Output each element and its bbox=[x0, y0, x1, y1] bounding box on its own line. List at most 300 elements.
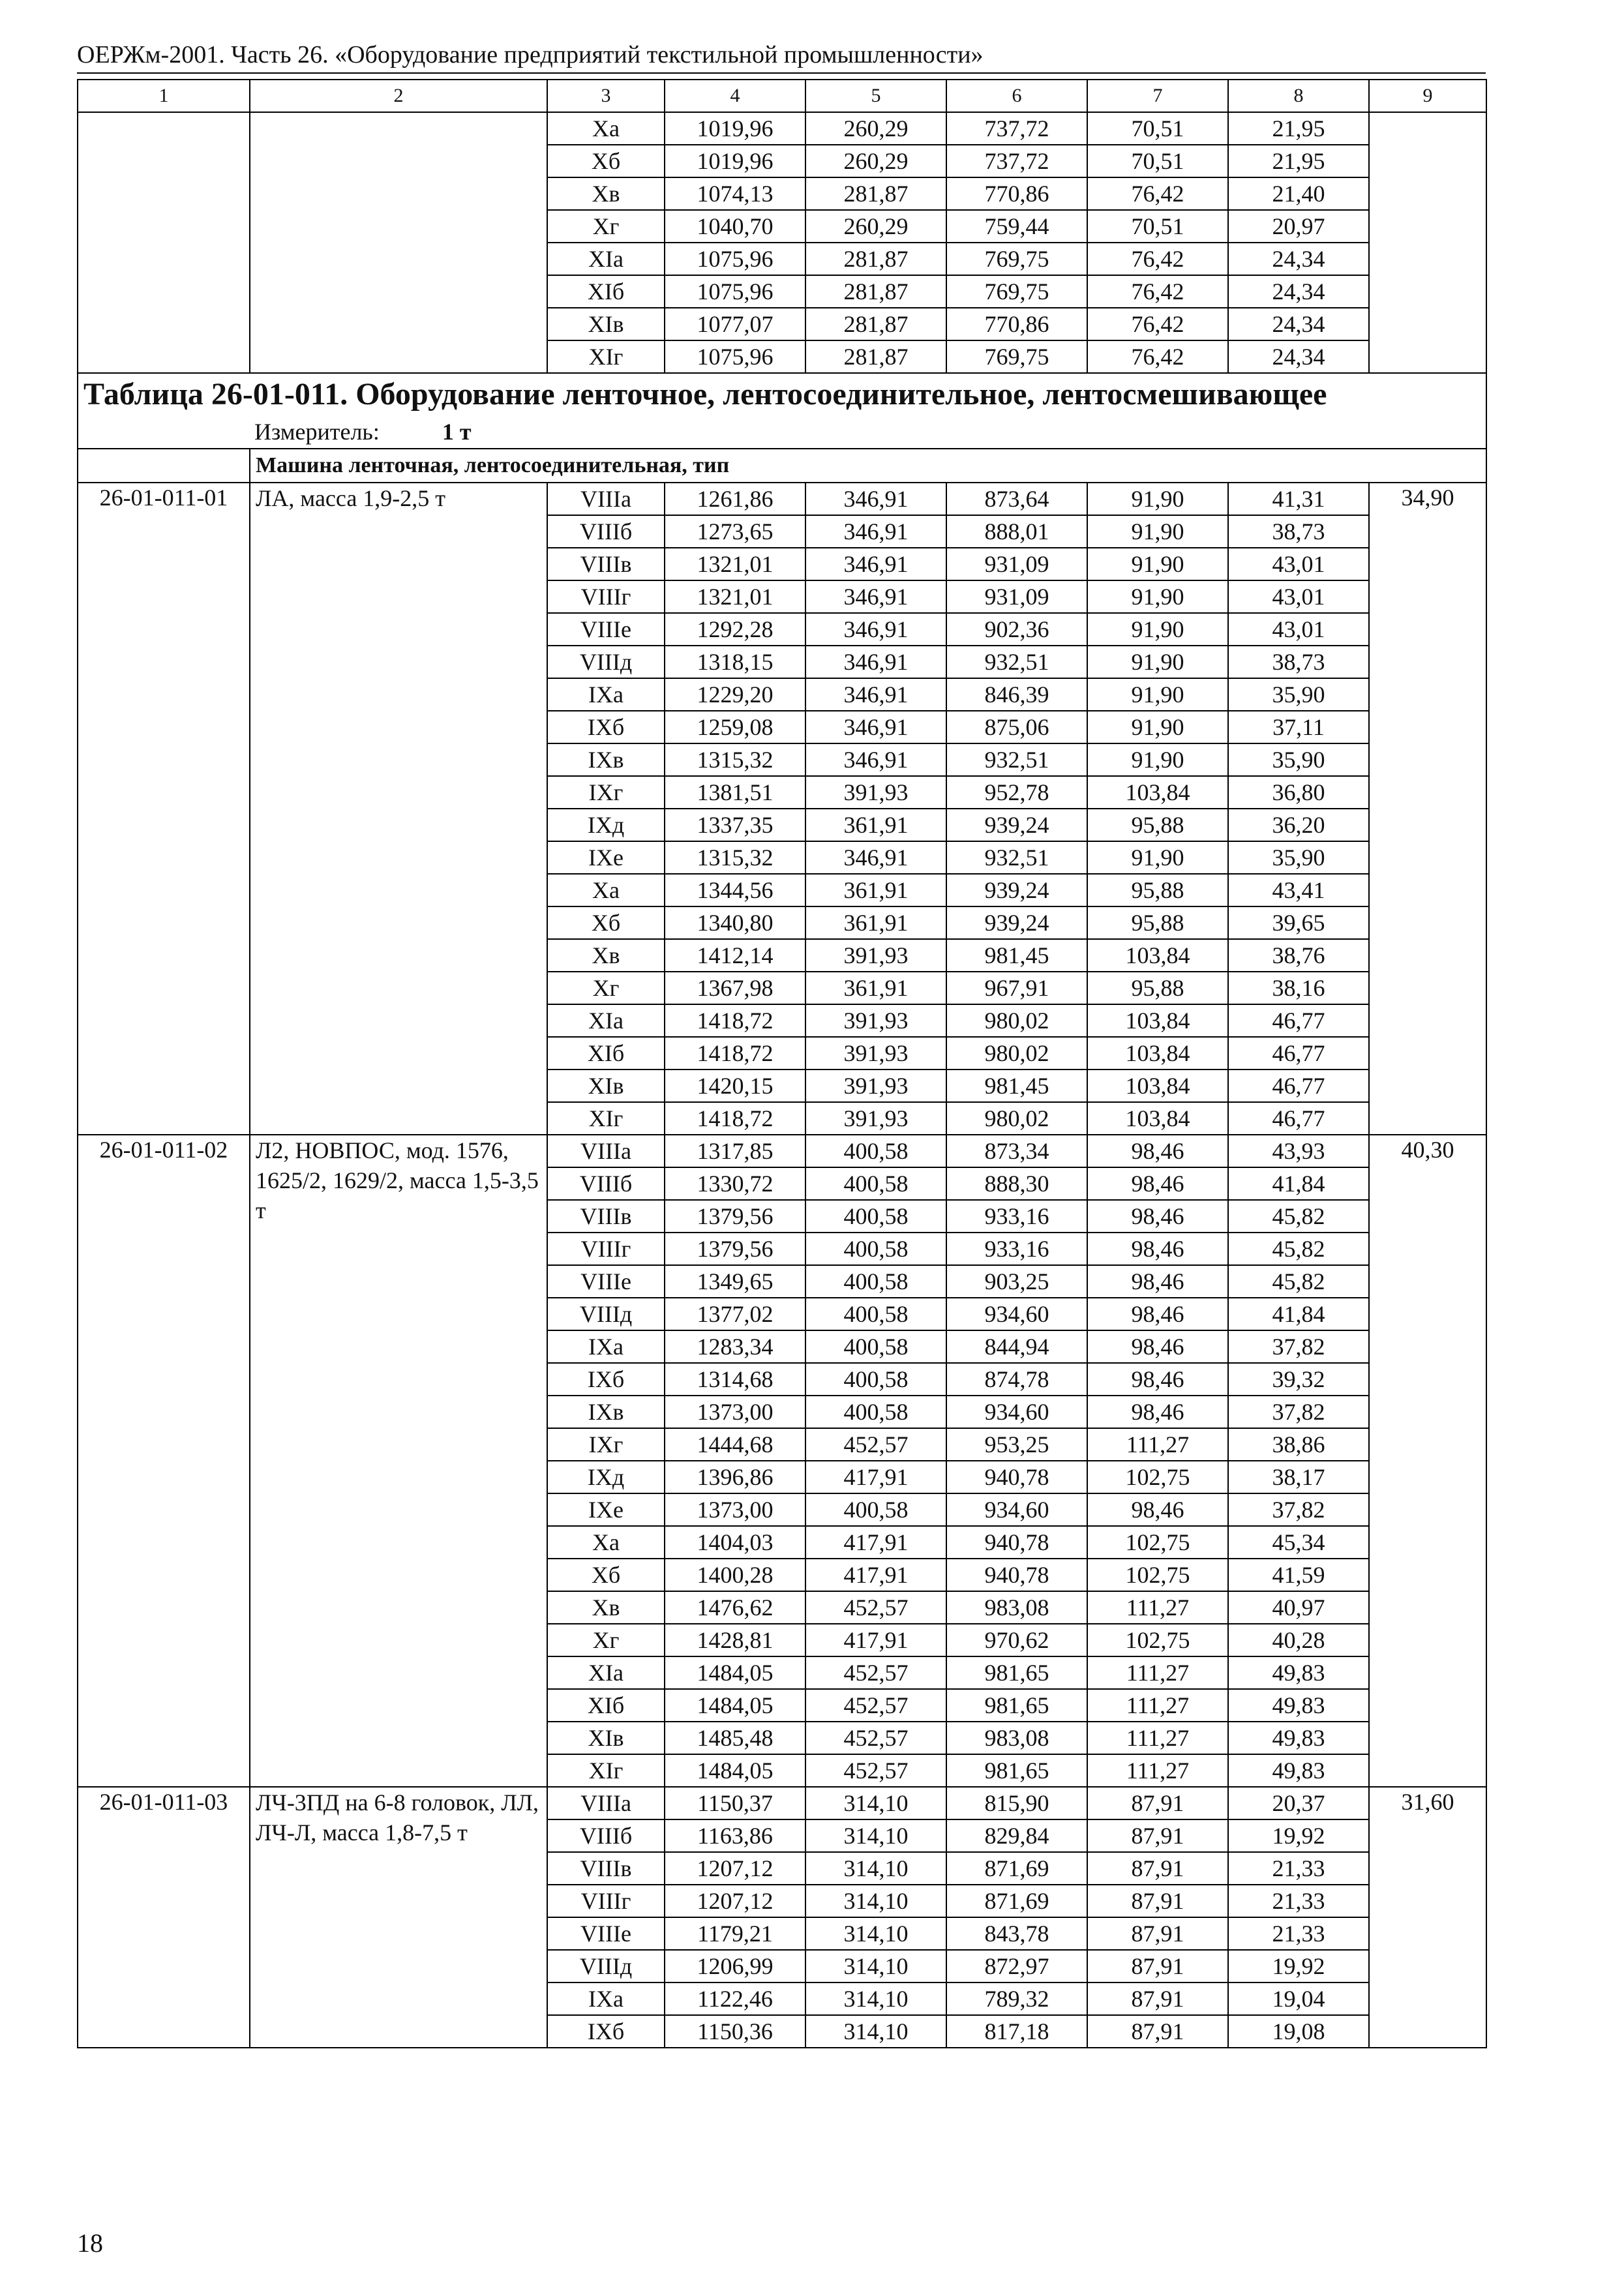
table-cell: VIIIг bbox=[547, 580, 665, 613]
table-cell: 981,45 bbox=[946, 939, 1087, 972]
table-cell: 1229,20 bbox=[665, 678, 805, 711]
table-cell: 1075,96 bbox=[665, 340, 805, 373]
table-cell: 391,93 bbox=[805, 939, 946, 972]
table-cell: 70,51 bbox=[1087, 145, 1228, 177]
table-cell: 46,77 bbox=[1228, 1004, 1369, 1037]
table-cell: 37,82 bbox=[1228, 1493, 1369, 1526]
table-cell: IХб bbox=[547, 1363, 665, 1396]
table-cell: ХIб bbox=[547, 1689, 665, 1722]
column-number: 6 bbox=[946, 80, 1087, 112]
table-cell: 91,90 bbox=[1087, 711, 1228, 743]
table-cell: 1163,86 bbox=[665, 1819, 805, 1852]
table-cell: 39,32 bbox=[1228, 1363, 1369, 1396]
unit-row bbox=[78, 415, 1486, 449]
table-cell: 1259,08 bbox=[665, 711, 805, 743]
table-cell: 939,24 bbox=[946, 874, 1087, 906]
table-cell: 417,91 bbox=[805, 1461, 946, 1493]
empty-name-cell bbox=[250, 112, 547, 373]
table-cell: 871,69 bbox=[946, 1885, 1087, 1917]
table-cell: 1040,70 bbox=[665, 210, 805, 243]
table-cell: 737,72 bbox=[946, 112, 1087, 145]
table-cell: 1315,32 bbox=[665, 841, 805, 874]
entry-code: 26-01-011-03 bbox=[78, 1787, 250, 2048]
table-cell: 1019,96 bbox=[665, 112, 805, 145]
table-cell: 981,65 bbox=[946, 1754, 1087, 1787]
table-cell: 70,51 bbox=[1087, 210, 1228, 243]
group-empty-cell bbox=[78, 449, 250, 483]
table-cell: 1418,72 bbox=[665, 1004, 805, 1037]
table-cell: 281,87 bbox=[805, 243, 946, 275]
table-cell: 98,46 bbox=[1087, 1396, 1228, 1428]
table-cell: 87,91 bbox=[1087, 1819, 1228, 1852]
table-cell: 1400,28 bbox=[665, 1559, 805, 1591]
table-cell: VIIIд bbox=[547, 646, 665, 678]
entry-name: ЛЧ-3ПД на 6-8 головок, ЛЛ, ЛЧ-Л, масса 1,8-7,5 т bbox=[250, 1787, 547, 2048]
table-cell: 1019,96 bbox=[665, 145, 805, 177]
table-cell: 400,58 bbox=[805, 1363, 946, 1396]
column-number: 9 bbox=[1369, 80, 1486, 112]
table-cell: 452,57 bbox=[805, 1689, 946, 1722]
table-cell: 770,86 bbox=[946, 177, 1087, 210]
table-cell: 49,83 bbox=[1228, 1656, 1369, 1689]
table-cell: 314,10 bbox=[805, 1787, 946, 1819]
table-cell: 417,91 bbox=[805, 1624, 946, 1656]
table-cell: 98,46 bbox=[1087, 1330, 1228, 1363]
table-cell: 76,42 bbox=[1087, 275, 1228, 308]
table-cell: 452,57 bbox=[805, 1722, 946, 1754]
table-cell: 39,65 bbox=[1228, 906, 1369, 939]
table-cell: 98,46 bbox=[1087, 1363, 1228, 1396]
table-cell: 40,97 bbox=[1228, 1591, 1369, 1624]
table-cell: 400,58 bbox=[805, 1298, 946, 1330]
table-cell: 87,91 bbox=[1087, 1917, 1228, 1950]
table-cell: 95,88 bbox=[1087, 972, 1228, 1004]
table-cell: 103,84 bbox=[1087, 1102, 1228, 1135]
table-cell: 1349,65 bbox=[665, 1265, 805, 1298]
table-cell: 45,82 bbox=[1228, 1200, 1369, 1233]
table-cell: 45,34 bbox=[1228, 1526, 1369, 1559]
table-cell: 1075,96 bbox=[665, 243, 805, 275]
table-cell: 952,78 bbox=[946, 776, 1087, 809]
table-cell: ХIг bbox=[547, 1102, 665, 1135]
table-cell: Хб bbox=[547, 145, 665, 177]
table-cell: 98,46 bbox=[1087, 1135, 1228, 1167]
table-cell: 939,24 bbox=[946, 906, 1087, 939]
table-cell: VIIIа bbox=[547, 1135, 665, 1167]
table-cell: 91,90 bbox=[1087, 580, 1228, 613]
table-cell: IХв bbox=[547, 743, 665, 776]
table-cell: 1207,12 bbox=[665, 1852, 805, 1885]
table-cell: 281,87 bbox=[805, 308, 946, 340]
table-cell: Ха bbox=[547, 874, 665, 906]
table-cell: 41,84 bbox=[1228, 1167, 1369, 1200]
table-cell: 37,11 bbox=[1228, 711, 1369, 743]
table-cell: 43,93 bbox=[1228, 1135, 1369, 1167]
table-cell: 1321,01 bbox=[665, 548, 805, 580]
table-cell: 361,91 bbox=[805, 874, 946, 906]
table-cell: 98,46 bbox=[1087, 1493, 1228, 1526]
entry-col9: 40,30 bbox=[1369, 1135, 1486, 1787]
unit-label: Измеритель: bbox=[254, 418, 380, 445]
table-cell: 111,27 bbox=[1087, 1591, 1228, 1624]
table-cell: 1150,37 bbox=[665, 1787, 805, 1819]
table-cell: 874,78 bbox=[946, 1363, 1087, 1396]
table-cell: 931,09 bbox=[946, 548, 1087, 580]
table-cell: 983,08 bbox=[946, 1591, 1087, 1624]
table-cell: VIIIе bbox=[547, 1917, 665, 1950]
table-cell: 111,27 bbox=[1087, 1689, 1228, 1722]
table-cell: 903,25 bbox=[946, 1265, 1087, 1298]
table-cell: 875,06 bbox=[946, 711, 1087, 743]
table-cell: 43,01 bbox=[1228, 548, 1369, 580]
table-cell: 38,17 bbox=[1228, 1461, 1369, 1493]
table-cell: 314,10 bbox=[805, 1852, 946, 1885]
table-cell: 46,77 bbox=[1228, 1037, 1369, 1070]
table-cell: 391,93 bbox=[805, 1004, 946, 1037]
table-cell: 38,86 bbox=[1228, 1428, 1369, 1461]
table-cell: 103,84 bbox=[1087, 1070, 1228, 1102]
table-cell: IХб bbox=[547, 2015, 665, 2048]
table-cell: VIIIб bbox=[547, 1167, 665, 1200]
table-cell: 87,91 bbox=[1087, 2015, 1228, 2048]
table-cell: 759,44 bbox=[946, 210, 1087, 243]
table-cell: 940,78 bbox=[946, 1526, 1087, 1559]
table-cell: 95,88 bbox=[1087, 906, 1228, 939]
table-cell: 314,10 bbox=[805, 2015, 946, 2048]
table-cell: 1122,46 bbox=[665, 1982, 805, 2015]
table-cell: 111,27 bbox=[1087, 1722, 1228, 1754]
table-cell: IХд bbox=[547, 809, 665, 841]
table-cell: ХIв bbox=[547, 1722, 665, 1754]
table-cell: 1344,56 bbox=[665, 874, 805, 906]
table-cell: 400,58 bbox=[805, 1167, 946, 1200]
table-cell: 1314,68 bbox=[665, 1363, 805, 1396]
table-cell: 1412,14 bbox=[665, 939, 805, 972]
table-cell: VIIIв bbox=[547, 548, 665, 580]
table-cell: 967,91 bbox=[946, 972, 1087, 1004]
table-cell: 1074,13 bbox=[665, 177, 805, 210]
table-cell: 346,91 bbox=[805, 841, 946, 874]
table-cell: 940,78 bbox=[946, 1461, 1087, 1493]
table-cell: 1428,81 bbox=[665, 1624, 805, 1656]
table-cell: 91,90 bbox=[1087, 548, 1228, 580]
entry-col9: 34,90 bbox=[1369, 483, 1486, 1135]
table-cell: 281,87 bbox=[805, 275, 946, 308]
table-cell: Ха bbox=[547, 1526, 665, 1559]
table-cell: 400,58 bbox=[805, 1135, 946, 1167]
table-cell: 391,93 bbox=[805, 1037, 946, 1070]
table-cell: 1373,00 bbox=[665, 1493, 805, 1526]
table-cell: 41,84 bbox=[1228, 1298, 1369, 1330]
table-cell: 102,75 bbox=[1087, 1526, 1228, 1559]
table-cell: 260,29 bbox=[805, 112, 946, 145]
table-cell: 970,62 bbox=[946, 1624, 1087, 1656]
table-cell: 939,24 bbox=[946, 809, 1087, 841]
entry-name: Л2, НОВПОС, мод. 1576, 1625/2, 1629/2, масса 1,5-3,5 т bbox=[250, 1135, 547, 1787]
table-cell: 76,42 bbox=[1087, 308, 1228, 340]
table-cell: Хв bbox=[547, 939, 665, 972]
table-cell: 934,60 bbox=[946, 1493, 1087, 1526]
table-cell: 20,97 bbox=[1228, 210, 1369, 243]
table-title-row bbox=[78, 373, 1486, 415]
table-cell: 1377,02 bbox=[665, 1298, 805, 1330]
entry-name: ЛА, масса 1,9-2,5 т bbox=[250, 483, 547, 1135]
table-cell: 102,75 bbox=[1087, 1461, 1228, 1493]
table-cell: IХе bbox=[547, 1493, 665, 1526]
table-cell: 934,60 bbox=[946, 1298, 1087, 1330]
table-cell: 769,75 bbox=[946, 243, 1087, 275]
table-cell: 43,01 bbox=[1228, 580, 1369, 613]
column-number-row bbox=[78, 80, 1486, 112]
table-cell: 103,84 bbox=[1087, 776, 1228, 809]
column-number: 7 bbox=[1087, 80, 1228, 112]
table-cell: 95,88 bbox=[1087, 809, 1228, 841]
table-cell: 400,58 bbox=[805, 1330, 946, 1363]
table-cell: 87,91 bbox=[1087, 1950, 1228, 1982]
table-cell: 346,91 bbox=[805, 711, 946, 743]
table-cell: VIIIд bbox=[547, 1298, 665, 1330]
table-cell: 843,78 bbox=[946, 1917, 1087, 1950]
table-cell: 314,10 bbox=[805, 1819, 946, 1852]
table-cell: Хб bbox=[547, 1559, 665, 1591]
table-cell: 35,90 bbox=[1228, 841, 1369, 874]
table-cell: 1292,28 bbox=[665, 613, 805, 646]
table-cell: 391,93 bbox=[805, 776, 946, 809]
table-cell: 981,65 bbox=[946, 1656, 1087, 1689]
column-number: 4 bbox=[665, 80, 805, 112]
table-cell: 346,91 bbox=[805, 483, 946, 515]
table-cell: 24,34 bbox=[1228, 275, 1369, 308]
table-cell: 95,88 bbox=[1087, 874, 1228, 906]
table-cell: 24,34 bbox=[1228, 243, 1369, 275]
table-cell: 933,16 bbox=[946, 1233, 1087, 1265]
table-cell: 1206,99 bbox=[665, 1950, 805, 1982]
column-number: 3 bbox=[547, 80, 665, 112]
table-cell: 98,46 bbox=[1087, 1298, 1228, 1330]
table-cell: 24,34 bbox=[1228, 308, 1369, 340]
table-cell: 932,51 bbox=[946, 743, 1087, 776]
table-cell: 281,87 bbox=[805, 177, 946, 210]
table-cell: 932,51 bbox=[946, 646, 1087, 678]
table-cell: 36,80 bbox=[1228, 776, 1369, 809]
table-cell: 21,33 bbox=[1228, 1917, 1369, 1950]
table-cell: 400,58 bbox=[805, 1200, 946, 1233]
table-cell: 45,82 bbox=[1228, 1233, 1369, 1265]
table-cell: 111,27 bbox=[1087, 1656, 1228, 1689]
table-cell: VIIIб bbox=[547, 1819, 665, 1852]
table-cell: 19,08 bbox=[1228, 2015, 1369, 2048]
rates-table bbox=[77, 79, 1487, 2048]
table-cell: 817,18 bbox=[946, 2015, 1087, 2048]
table-cell: IХа bbox=[547, 1982, 665, 2015]
group-title-row bbox=[78, 449, 1486, 483]
table-cell: 1321,01 bbox=[665, 580, 805, 613]
table-cell: 91,90 bbox=[1087, 841, 1228, 874]
table-cell: 1381,51 bbox=[665, 776, 805, 809]
table-cell: 91,90 bbox=[1087, 646, 1228, 678]
table-cell: 1315,32 bbox=[665, 743, 805, 776]
table-cell: 1444,68 bbox=[665, 1428, 805, 1461]
table-cell: 41,59 bbox=[1228, 1559, 1369, 1591]
table-cell: 769,75 bbox=[946, 275, 1087, 308]
table-cell: 91,90 bbox=[1087, 515, 1228, 548]
table-cell: 314,10 bbox=[805, 1917, 946, 1950]
table-cell: 1077,07 bbox=[665, 308, 805, 340]
table-cell: 20,37 bbox=[1228, 1787, 1369, 1819]
table-cell: 314,10 bbox=[805, 1982, 946, 2015]
table-cell: VIIIе bbox=[547, 1265, 665, 1298]
table-cell: 737,72 bbox=[946, 145, 1087, 177]
table-cell: 1261,86 bbox=[665, 483, 805, 515]
table-cell: 76,42 bbox=[1087, 243, 1228, 275]
table-cell: 980,02 bbox=[946, 1102, 1087, 1135]
table-cell: 91,90 bbox=[1087, 743, 1228, 776]
table-cell: 1484,05 bbox=[665, 1656, 805, 1689]
table-cell: 888,30 bbox=[946, 1167, 1087, 1200]
table-cell: 102,75 bbox=[1087, 1624, 1228, 1656]
table-row bbox=[78, 1135, 1486, 1167]
table-cell: 400,58 bbox=[805, 1265, 946, 1298]
table-cell: 46,77 bbox=[1228, 1102, 1369, 1135]
table-cell: IХв bbox=[547, 1396, 665, 1428]
table-cell: 21,33 bbox=[1228, 1852, 1369, 1885]
table-cell: 98,46 bbox=[1087, 1265, 1228, 1298]
table-row bbox=[78, 112, 1486, 145]
table-cell: 1283,34 bbox=[665, 1330, 805, 1363]
table-cell: 346,91 bbox=[805, 613, 946, 646]
column-number: 5 bbox=[805, 80, 946, 112]
table-cell: 37,82 bbox=[1228, 1396, 1369, 1428]
table-cell: ХIг bbox=[547, 1754, 665, 1787]
table-cell: 770,86 bbox=[946, 308, 1087, 340]
empty-col9-cell bbox=[1369, 112, 1486, 373]
table-cell: 87,91 bbox=[1087, 1982, 1228, 2015]
table-cell: 36,20 bbox=[1228, 809, 1369, 841]
table-cell: 98,46 bbox=[1087, 1167, 1228, 1200]
table-cell: 38,73 bbox=[1228, 515, 1369, 548]
table-cell: Хв bbox=[547, 1591, 665, 1624]
table-cell: 902,36 bbox=[946, 613, 1087, 646]
table-cell: Хг bbox=[547, 1624, 665, 1656]
table-cell: 932,51 bbox=[946, 841, 1087, 874]
table-cell: 1404,03 bbox=[665, 1526, 805, 1559]
table-cell: 21,40 bbox=[1228, 177, 1369, 210]
table-cell: 980,02 bbox=[946, 1004, 1087, 1037]
table-cell: 103,84 bbox=[1087, 939, 1228, 972]
table-cell: 1485,48 bbox=[665, 1722, 805, 1754]
table-cell: 1420,15 bbox=[665, 1070, 805, 1102]
table-cell: 346,91 bbox=[805, 743, 946, 776]
table-row bbox=[78, 483, 1486, 515]
table-cell: IХд bbox=[547, 1461, 665, 1493]
table-cell: ХIа bbox=[547, 1004, 665, 1037]
table-cell: ХIв bbox=[547, 1070, 665, 1102]
table-cell: Ха bbox=[547, 112, 665, 145]
column-number: 8 bbox=[1228, 80, 1369, 112]
table-cell: 314,10 bbox=[805, 1950, 946, 1982]
table-cell: 111,27 bbox=[1087, 1428, 1228, 1461]
table-cell: 400,58 bbox=[805, 1233, 946, 1265]
table-cell: VIIIб bbox=[547, 515, 665, 548]
table-cell: 361,91 bbox=[805, 972, 946, 1004]
column-number: 1 bbox=[78, 80, 250, 112]
table-cell: 49,83 bbox=[1228, 1722, 1369, 1754]
table-cell: 38,73 bbox=[1228, 646, 1369, 678]
table-cell: ХIв bbox=[547, 308, 665, 340]
table-cell: VIIIа bbox=[547, 1787, 665, 1819]
table-cell: IХе bbox=[547, 841, 665, 874]
table-cell: 1418,72 bbox=[665, 1037, 805, 1070]
table-cell: 400,58 bbox=[805, 1493, 946, 1526]
table-cell: ХIг bbox=[547, 340, 665, 373]
table-cell: 346,91 bbox=[805, 678, 946, 711]
table-cell: 19,92 bbox=[1228, 1819, 1369, 1852]
table-cell: 1379,56 bbox=[665, 1233, 805, 1265]
table-cell: 1150,36 bbox=[665, 2015, 805, 2048]
table-cell: 43,41 bbox=[1228, 874, 1369, 906]
table-cell: 981,65 bbox=[946, 1689, 1087, 1722]
table-cell: 91,90 bbox=[1087, 613, 1228, 646]
unit-value: 1 т bbox=[442, 418, 472, 445]
document-header: ОЕРЖм-2001. Часть 26. «Оборудование предприятий текстильной промышленности» bbox=[77, 41, 984, 68]
table-cell: 983,08 bbox=[946, 1722, 1087, 1754]
table-cell: 452,57 bbox=[805, 1754, 946, 1787]
table-cell: 361,91 bbox=[805, 809, 946, 841]
column-number: 2 bbox=[250, 80, 547, 112]
table-cell: 873,34 bbox=[946, 1135, 1087, 1167]
table-cell: 346,91 bbox=[805, 580, 946, 613]
table-cell: 76,42 bbox=[1087, 177, 1228, 210]
table-cell: 1367,98 bbox=[665, 972, 805, 1004]
table-cell: 1484,05 bbox=[665, 1689, 805, 1722]
table-cell: 953,25 bbox=[946, 1428, 1087, 1461]
table-cell: 43,01 bbox=[1228, 613, 1369, 646]
page-number: 18 bbox=[77, 2228, 103, 2258]
table-cell: 102,75 bbox=[1087, 1559, 1228, 1591]
table-cell: 1318,15 bbox=[665, 646, 805, 678]
table-cell: 35,90 bbox=[1228, 743, 1369, 776]
group-title: Машина ленточная, лентосоединительная, тип bbox=[250, 449, 1486, 483]
table-cell: 1273,65 bbox=[665, 515, 805, 548]
table-cell: 934,60 bbox=[946, 1396, 1087, 1428]
table-cell: IХг bbox=[547, 1428, 665, 1461]
table-cell: 846,39 bbox=[946, 678, 1087, 711]
table-cell: VIIIа bbox=[547, 483, 665, 515]
table-body bbox=[78, 80, 1486, 2048]
table-cell: 931,09 bbox=[946, 580, 1087, 613]
table-cell: 391,93 bbox=[805, 1102, 946, 1135]
table-cell: IХа bbox=[547, 1330, 665, 1363]
table-cell: 21,33 bbox=[1228, 1885, 1369, 1917]
table-cell: Хг bbox=[547, 210, 665, 243]
table-cell: 1337,35 bbox=[665, 809, 805, 841]
table-cell: 87,91 bbox=[1087, 1787, 1228, 1819]
table-row bbox=[78, 1787, 1486, 1819]
table-cell: ХIа bbox=[547, 243, 665, 275]
table-cell: 314,10 bbox=[805, 1885, 946, 1917]
table-cell: 260,29 bbox=[805, 145, 946, 177]
table-cell: 24,34 bbox=[1228, 340, 1369, 373]
table-cell: 70,51 bbox=[1087, 112, 1228, 145]
table-cell: 873,64 bbox=[946, 483, 1087, 515]
table-cell: 1476,62 bbox=[665, 1591, 805, 1624]
table-cell: 21,95 bbox=[1228, 112, 1369, 145]
table-cell: 417,91 bbox=[805, 1559, 946, 1591]
table-cell: 1330,72 bbox=[665, 1167, 805, 1200]
table-cell: 361,91 bbox=[805, 906, 946, 939]
table-cell: 103,84 bbox=[1087, 1037, 1228, 1070]
table-cell: 1317,85 bbox=[665, 1135, 805, 1167]
